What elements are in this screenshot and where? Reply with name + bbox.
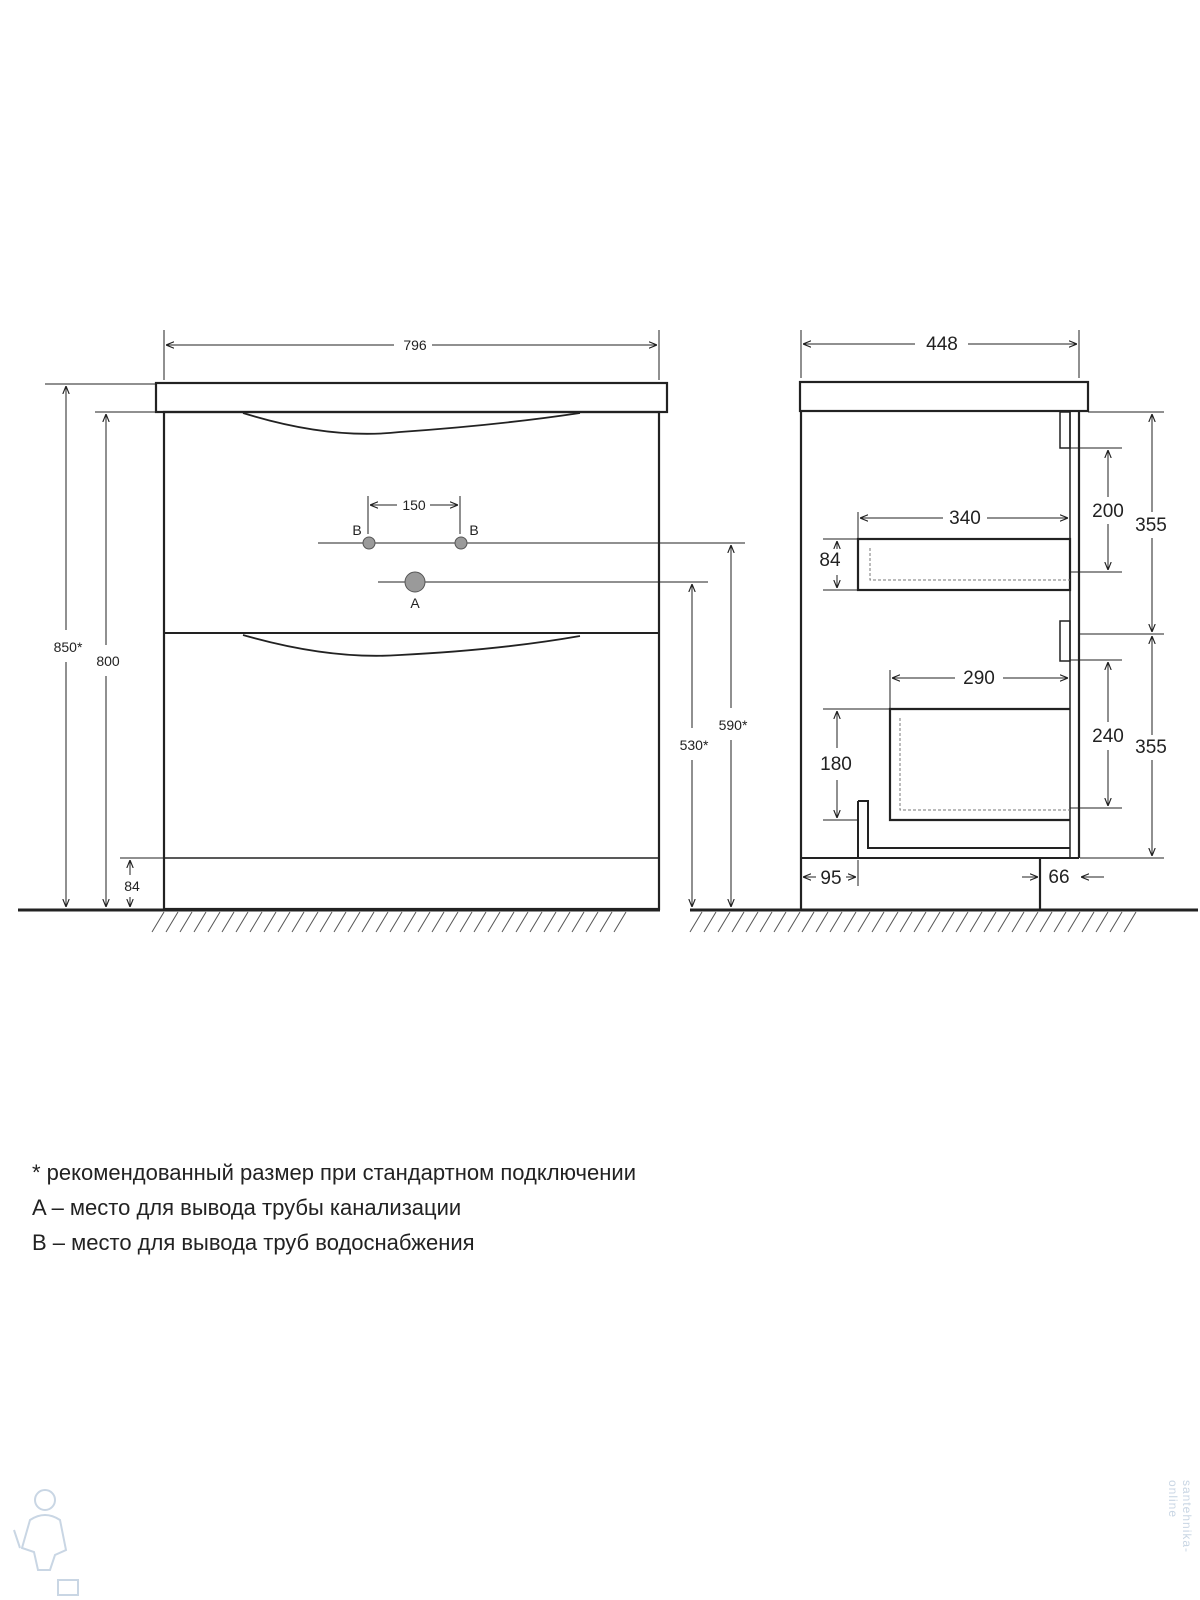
hatch-mark [802, 912, 814, 932]
dim-lower-drawer-side: 180 [820, 754, 852, 775]
hatch-mark [746, 912, 758, 932]
upper-drawer-handle [243, 413, 580, 434]
hatch-mark [222, 912, 234, 932]
hatch-mark [404, 912, 416, 932]
hatch-mark [432, 912, 444, 932]
notes-block [32, 1155, 636, 1260]
hatch-mark [942, 912, 954, 932]
hatch-mark [928, 912, 940, 932]
hatch-mark [600, 912, 612, 932]
hatch-mark [250, 912, 262, 932]
label-water-left: B [352, 522, 362, 538]
hatch-mark [530, 912, 542, 932]
hatch-mark [306, 912, 318, 932]
label-water-right: B [469, 522, 479, 538]
hatch-mark [956, 912, 968, 932]
hatch-mark [704, 912, 716, 932]
hatch-mark [1082, 912, 1094, 932]
lower-drawer-handle [243, 635, 580, 656]
hatch-mark [1096, 912, 1108, 932]
dim-upper-drawer-side: 84 [819, 550, 841, 571]
watermark-text: santehnika-online [1166, 1480, 1194, 1554]
dim-height-body: 800 [96, 653, 120, 669]
hatch-mark [970, 912, 982, 932]
hatch-mark [544, 912, 556, 932]
dim-lower-section: 355 [1135, 737, 1167, 758]
hatch-mark [844, 912, 856, 932]
water-inlet-right-marker [455, 537, 467, 549]
front-basin-top [156, 383, 667, 412]
hatch-mark [292, 912, 304, 932]
side-upper-drawer [858, 539, 1070, 590]
hatch-mark [830, 912, 842, 932]
note-water-outlets: B – место для вывода труб водоснабжения [32, 1230, 475, 1255]
hatch-mark [1012, 912, 1024, 932]
dim-pipe-spacing: 150 [402, 497, 426, 513]
hatch-mark [418, 912, 430, 932]
hatch-mark [166, 912, 178, 932]
dim-lower-drawer-depth: 290 [963, 668, 995, 689]
dim-plinth: 84 [124, 878, 140, 894]
hatch-mark [264, 912, 276, 932]
note-drain-outlet: A – место для вывода трубы канализации [32, 1195, 462, 1220]
hatch-mark [516, 912, 528, 932]
hatch-mark [886, 912, 898, 932]
hatch-mark [984, 912, 996, 932]
note-recommended-size: * рекомендованный размер при стандартном подключении [32, 1160, 636, 1185]
hatch-mark [1124, 912, 1136, 932]
dim-drain-height: 530* [679, 737, 709, 753]
hatch-mark [914, 912, 926, 932]
dim-width: 796 [403, 337, 427, 353]
dim-upper-section: 355 [1135, 515, 1167, 536]
hatch-mark [732, 912, 744, 932]
hatch-mark [446, 912, 458, 932]
hatch-mark [858, 912, 870, 932]
side-lower-drawer [890, 709, 1070, 820]
plumber-mascot-icon [14, 1490, 78, 1595]
floor-hatch-front [152, 912, 626, 932]
hatch-mark [816, 912, 828, 932]
front-cabinet-body [164, 412, 659, 909]
label-drain: A [410, 595, 420, 611]
hatch-mark [558, 912, 570, 932]
hatch-mark [502, 912, 514, 932]
hatch-mark [390, 912, 402, 932]
hatch-mark [872, 912, 884, 932]
hatch-mark [460, 912, 472, 932]
dim-toe-front: 95 [820, 868, 842, 889]
hatch-mark [320, 912, 332, 932]
front-view [45, 330, 745, 909]
hatch-mark [194, 912, 206, 932]
dim-upper-drawer-depth: 340 [949, 508, 981, 529]
hatch-mark [348, 912, 360, 932]
hatch-mark [376, 912, 388, 932]
hatch-mark [1054, 912, 1066, 932]
floor-hatch-side [690, 912, 1136, 932]
hatch-mark [362, 912, 374, 932]
hatch-mark [586, 912, 598, 932]
hatch-mark [334, 912, 346, 932]
dim-lower-drawer-height: 240 [1092, 726, 1124, 747]
dim-water-height: 590* [718, 717, 748, 733]
side-view [800, 330, 1164, 909]
hatch-mark [278, 912, 290, 932]
hatch-mark [718, 912, 730, 932]
hatch-mark [788, 912, 800, 932]
hatch-mark [180, 912, 192, 932]
hatch-mark [760, 912, 772, 932]
hatch-mark [998, 912, 1010, 932]
hatch-mark [572, 912, 584, 932]
hatch-mark [774, 912, 786, 932]
hatch-mark [690, 912, 702, 932]
hatch-mark [1040, 912, 1052, 932]
hatch-mark [614, 912, 626, 932]
hatch-mark [236, 912, 248, 932]
hatch-mark [900, 912, 912, 932]
dim-height-total: 850* [53, 639, 83, 655]
hatch-mark [1110, 912, 1122, 932]
drain-outlet-marker [405, 572, 425, 592]
hatch-mark [208, 912, 220, 932]
side-basin-top [800, 382, 1088, 411]
dim-toe-back: 66 [1048, 867, 1070, 888]
hatch-mark [152, 912, 164, 932]
hatch-mark [488, 912, 500, 932]
hatch-mark [474, 912, 486, 932]
water-inlet-left-marker [363, 537, 375, 549]
hatch-mark [1026, 912, 1038, 932]
dim-depth: 448 [926, 334, 958, 355]
hatch-mark [1068, 912, 1080, 932]
dim-upper-drawer-height: 200 [1092, 501, 1124, 522]
